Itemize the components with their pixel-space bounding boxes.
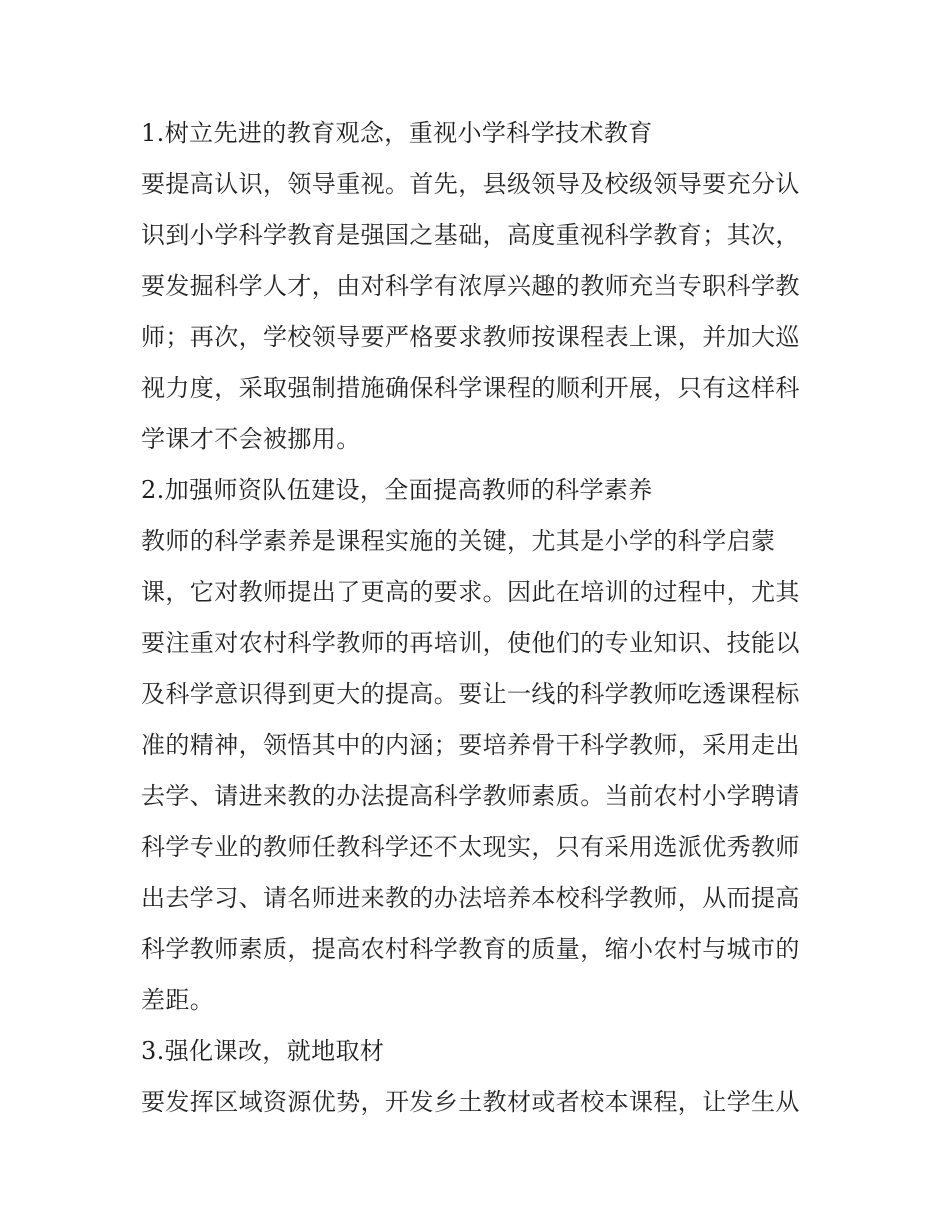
paragraph-line: 师；再次，学校领导要严格要求教师按课程表上课，并加大巡 <box>141 323 800 351</box>
document-body <box>141 108 821 1128</box>
paragraph-line: 出去学习、请名师进来教的办法培养本校科学教师，从而提高 <box>141 884 800 912</box>
paragraph-line: 去学、请进来教的办法提高科学教师素质。当前农村小学聘请 <box>141 782 800 810</box>
paragraph-line: 要提高认识，领导重视。首先，县级领导及校级领导要充分认 <box>141 170 800 198</box>
paragraph-line: 差距。 <box>141 986 215 1014</box>
paragraph-line: 学课才不会被挪用。 <box>141 425 361 453</box>
paragraph-line: 科学专业的教师任教科学还不太现实，只有采用选派优秀教师 <box>141 833 800 861</box>
paragraph-line: 要发挥区域资源优势，开发乡土教材或者校本课程，让学生从 <box>141 1088 800 1116</box>
paragraph-line: 科学教师素质，提高农村科学教育的质量，缩小农村与城市的 <box>141 935 800 963</box>
paragraph-line: 视力度，采取强制措施确保科学课程的顺利开展，只有这样科 <box>141 374 800 402</box>
paragraph-line: 教师的科学素养是课程实施的关键，尤其是小学的科学启蒙 <box>141 527 776 555</box>
paragraph-line: 及科学意识得到更大的提高。要让一线的科学教师吃透课程标 <box>141 680 800 708</box>
paragraph-line: 准的精神，领悟其中的内涵；要培养骨干科学教师，采用走出 <box>141 731 800 759</box>
paragraph-line: 识到小学科学教育是强国之基础，高度重视科学教育；其次， <box>141 221 800 249</box>
paragraph-line: 要发掘科学人才，由对科学有浓厚兴趣的教师充当专职科学教 <box>141 272 800 300</box>
paragraph-line: 要注重对农村科学教师的再培训，使他们的专业知识、技能以 <box>141 629 800 657</box>
section-heading-2: 2.加强师资队伍建设，全面提高教师的科学素养 <box>141 476 653 504</box>
section-heading-1: 1.树立先进的教育观念，重视小学科学技术教育 <box>141 119 653 147</box>
paragraph-line: 课，它对教师提出了更高的要求。因此在培训的过程中，尤其 <box>141 578 800 606</box>
section-heading-3: 3.强化课改，就地取材 <box>141 1037 385 1065</box>
